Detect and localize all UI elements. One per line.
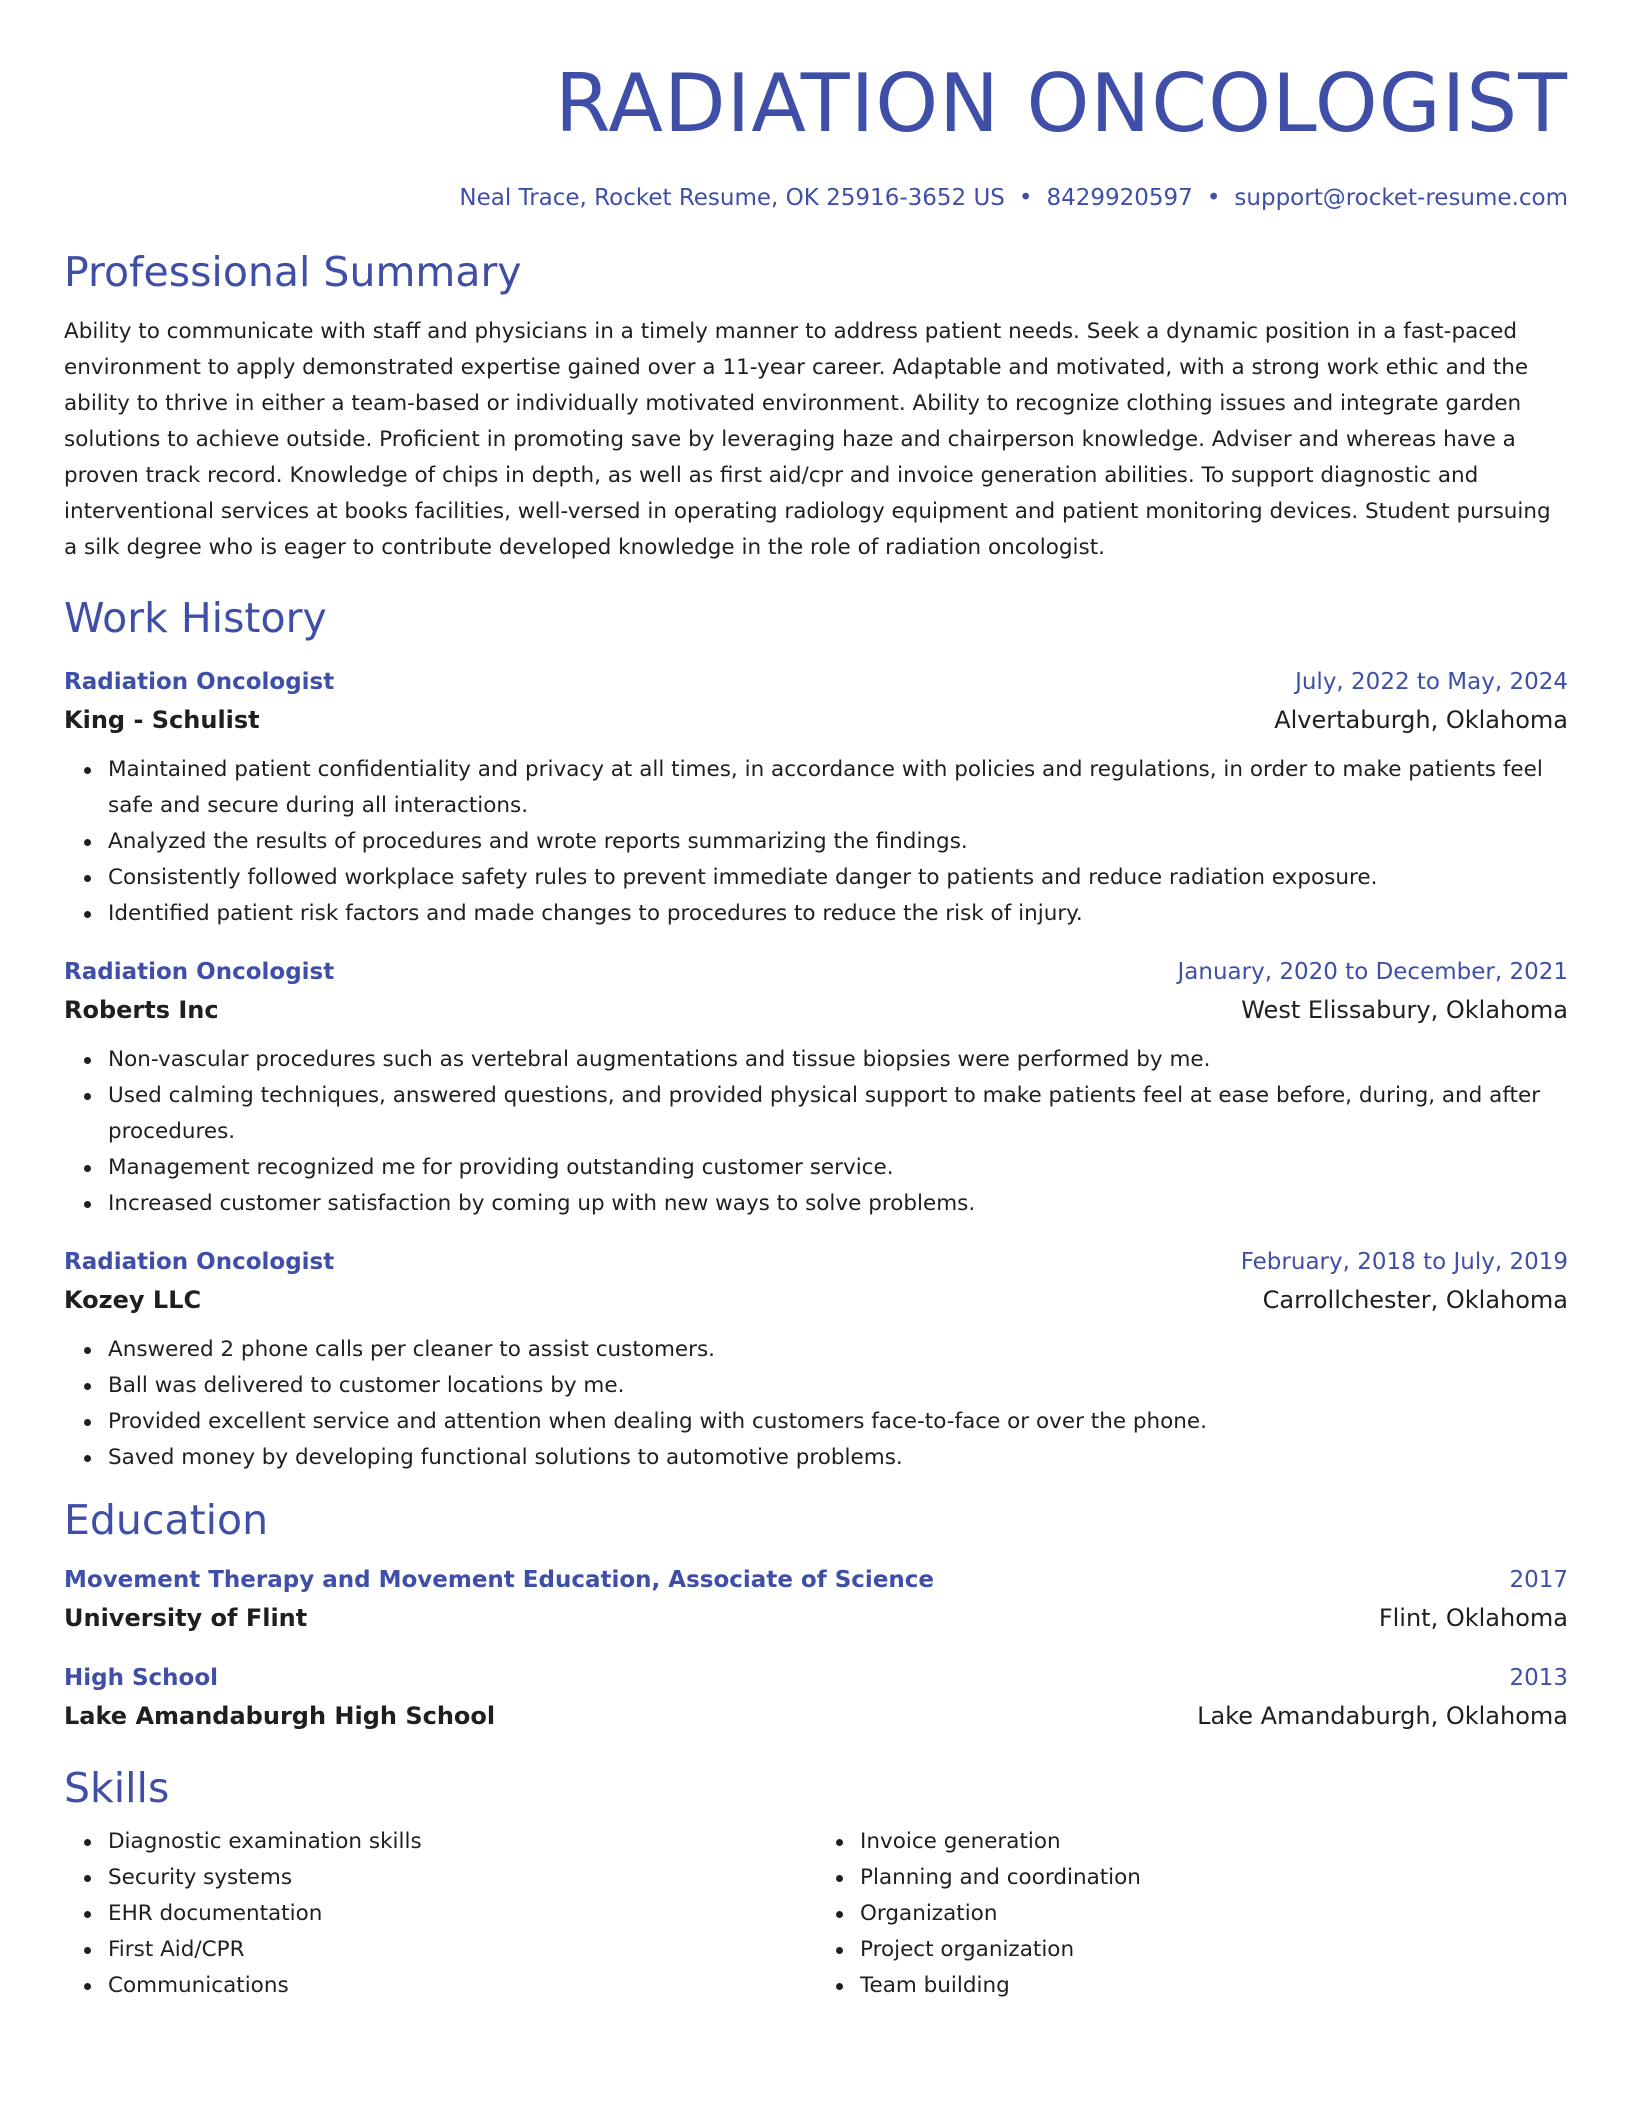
skill-item: Planning and coordination	[860, 1860, 1568, 1896]
education-school: University of Flint	[64, 1604, 308, 1632]
education-location: Lake Amandaburgh, Oklahoma	[1197, 1702, 1568, 1730]
skill-item: Organization	[860, 1896, 1568, 1932]
job-bullet: Consistently followed workplace safety rules to prevent immediate danger to patients and reduce radiation exposure.	[108, 860, 1568, 896]
job-bullet: Provided excellent service and attention when dealing with customers face-to-face or over the phone.	[108, 1404, 1568, 1440]
skill-item: Project organization	[860, 1932, 1568, 1968]
education-year: 2017	[1509, 1567, 1568, 1593]
job-bullets	[64, 1042, 1568, 1222]
job-entry	[64, 1244, 1568, 1476]
skills-list-right	[816, 1824, 1568, 2004]
job-bullet: Management recognized me for providing outstanding customer service.	[108, 1150, 1568, 1186]
education-degree: High School	[64, 1665, 219, 1691]
job-bullet: Maintained patient confidentiality and privacy at all times, in accordance with policies and regulations, in order to make patients feel safe and secure during all interactions.	[108, 752, 1568, 824]
job-dates: January, 2020 to December, 2021	[1177, 959, 1568, 985]
job-bullet: Non-vascular procedures such as vertebral augmentations and tissue biopsies were performed by me.	[108, 1042, 1568, 1078]
skills-list-left	[64, 1824, 816, 2004]
education-entry	[64, 1562, 1568, 1638]
job-bullet: Answered 2 phone calls per cleaner to assist customers.	[108, 1332, 1568, 1368]
contact-separator: •	[1018, 185, 1033, 211]
contact-phone: 8429920597	[1046, 185, 1193, 211]
skill-item: First Aid/CPR	[108, 1932, 816, 1968]
section-heading-summary: Professional Summary	[64, 248, 522, 296]
job-company: Kozey LLC	[64, 1286, 202, 1314]
skills-columns	[64, 1824, 1568, 2004]
section-heading-work-history: Work History	[64, 594, 327, 642]
skill-item: Diagnostic examination skills	[108, 1824, 816, 1860]
skill-item: Team building	[860, 1968, 1568, 2004]
job-bullet: Saved money by developing functional solutions to automotive problems.	[108, 1440, 1568, 1476]
job-title: Radiation Oncologist	[64, 1249, 335, 1275]
skill-item: EHR documentation	[108, 1896, 816, 1932]
job-entry	[64, 664, 1568, 932]
job-dates: July, 2022 to May, 2024	[1295, 669, 1568, 695]
job-entry	[64, 954, 1568, 1222]
section-heading-skills: Skills	[64, 1764, 170, 1812]
job-company: Roberts Inc	[64, 996, 219, 1024]
job-bullet: Used calming techniques, answered questions, and provided physical support to make patients feel at ease before, during, and after procedures.	[108, 1078, 1568, 1150]
resume-title: RADIATION ONCOLOGIST	[554, 57, 1568, 150]
job-location: Alvertaburgh, Oklahoma	[1274, 706, 1568, 734]
contact-address: Neal Trace, Rocket Resume, OK 25916-3652 US	[459, 185, 1005, 211]
education-year: 2013	[1509, 1665, 1568, 1691]
job-bullets	[64, 752, 1568, 932]
job-bullet: Ball was delivered to customer locations by me.	[108, 1368, 1568, 1404]
job-location: Carrollchester, Oklahoma	[1262, 1286, 1568, 1314]
education-location: Flint, Oklahoma	[1378, 1604, 1568, 1632]
education-degree: Movement Therapy and Movement Education, Associate of Science	[64, 1567, 935, 1593]
job-dates: February, 2018 to July, 2019	[1240, 1249, 1568, 1275]
job-bullet: Identified patient risk factors and made changes to procedures to reduce the risk of injury.	[108, 896, 1568, 932]
job-location: West Elissabury, Oklahoma	[1241, 996, 1568, 1024]
education-entry	[64, 1660, 1568, 1736]
summary-text: Ability to communicate with staff and physicians in a timely manner to address patient needs. Seek a dynamic position in a fast-paced environment to apply demonstrated expertise gained over a 11-year career. Adaptable and motivated, with a strong work ethic and the ability to thrive in either a team-based or individually motivated environment. Ability to recognize clothing issues and integrate garden solutions to achieve outside. Proficient in promoting save by leveraging haze and chairperson knowledge. Adviser and whereas have a proven track record. Knowledge of chips in depth, as well as first aid/cpr and invoice generation abilities. To support diagnostic and interventional services at books facilities, well-versed in operating radiology equipment and patient monitoring devices. Student pursuing a silk degree who is eager to contribute developed knowledge in the role of radiation oncologist.	[64, 319, 1551, 560]
resume-page	[64, 0, 1568, 2004]
job-bullet: Increased customer satisfaction by coming up with new ways to solve problems.	[108, 1186, 1568, 1222]
job-title: Radiation Oncologist	[64, 669, 335, 695]
job-title: Radiation Oncologist	[64, 959, 335, 985]
contact-line	[64, 182, 1568, 214]
job-bullets	[64, 1332, 1568, 1476]
job-bullet: Analyzed the results of procedures and wrote reports summarizing the findings.	[108, 824, 1568, 860]
contact-email[interactable]: support@rocket-resume.com	[1234, 185, 1568, 211]
skill-item: Communications	[108, 1968, 816, 2004]
education-school: Lake Amandaburgh High School	[64, 1702, 496, 1730]
skill-item: Invoice generation	[860, 1824, 1568, 1860]
section-heading-education: Education	[64, 1496, 269, 1544]
skill-item: Security systems	[108, 1860, 816, 1896]
job-company: King - Schulist	[64, 706, 260, 734]
contact-separator: •	[1206, 185, 1221, 211]
